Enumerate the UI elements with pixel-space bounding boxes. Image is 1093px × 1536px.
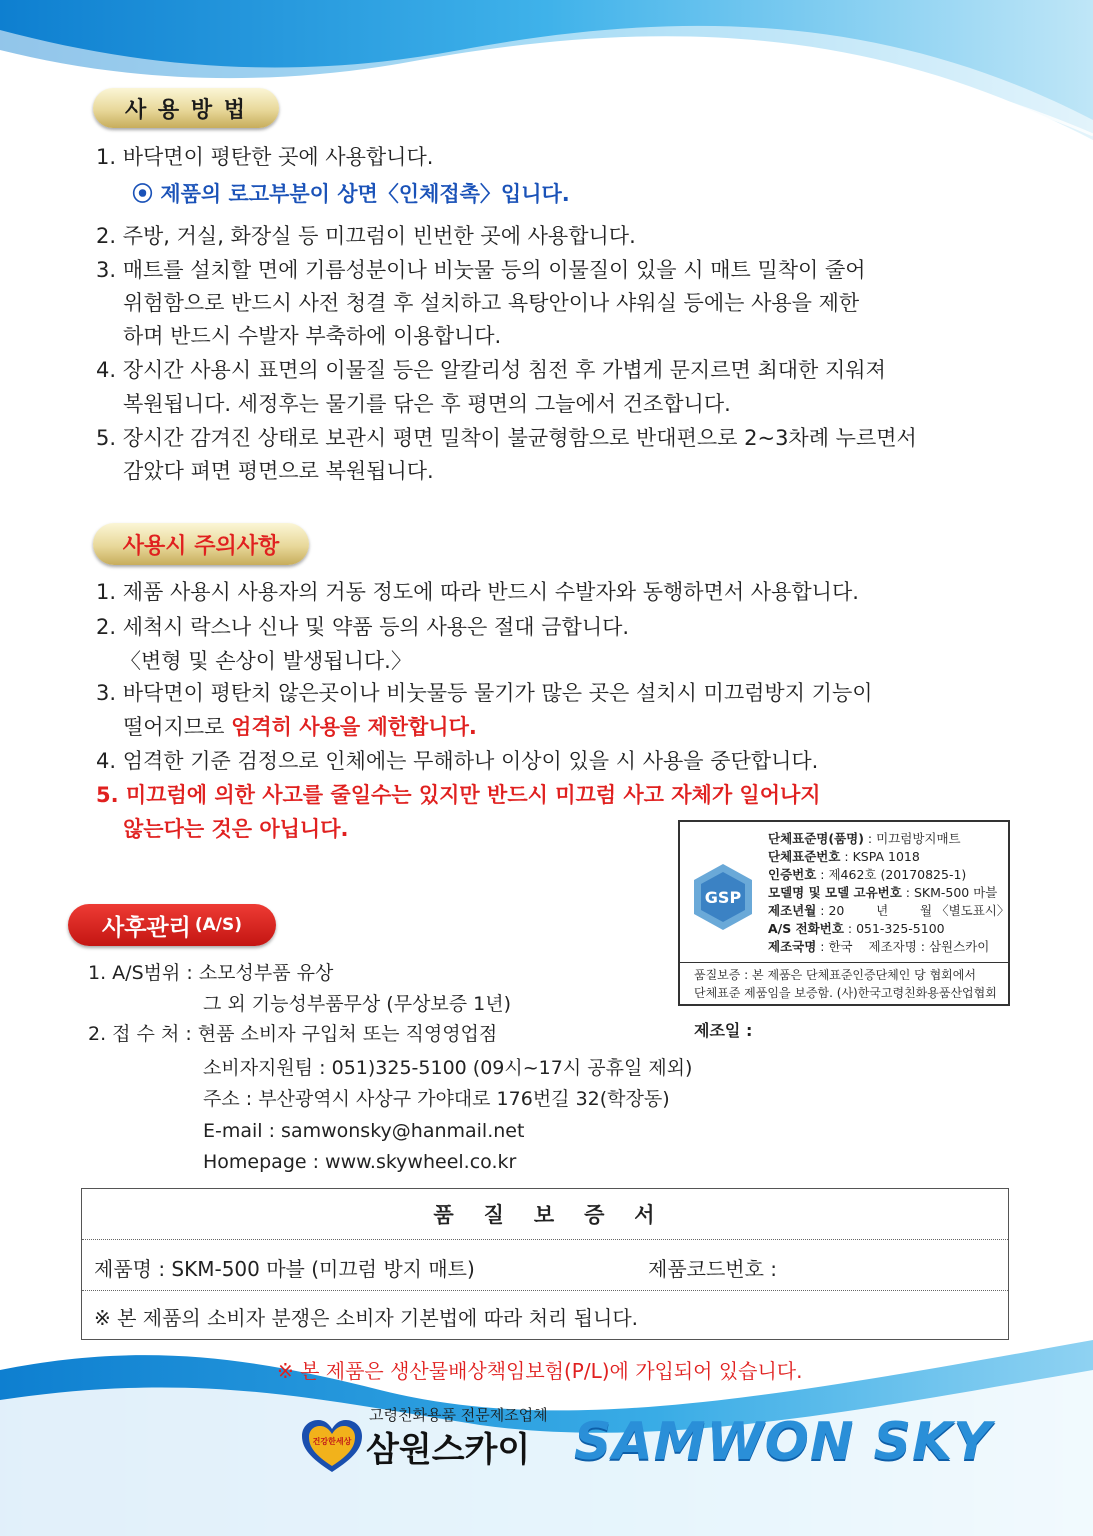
caution-item-3-line-2 [123,713,477,741]
as-line-2: 그 외 기능성부품무상 (무상보증 1년) [203,993,512,1015]
caution-item-2-line-1: 2. 세척시 락스나 신나 및 약품 등의 사용은 절대 금합니다. [96,615,630,639]
cert-label: 제조국명 [768,939,817,954]
cert-row-1 [768,830,961,848]
insurance-notice: ※ 본 제품은 생산물배상책임보험(P/L)에 가입되어 있습니다. [277,1359,803,1383]
usage-item-1: 1. 바닥면이 평탄한 곳에 사용합니다. [96,145,434,169]
as-line-3: 2. 접 수 처 : 현품 소비자 구입처 또는 직영영업점 [88,1023,498,1045]
usage-note [132,180,570,208]
caution-section-title [93,523,309,565]
usage-item-5-line-2: 감았다 펴면 평면으로 복원됩니다. [123,459,434,483]
emblem-text: 건강한세상 [312,1437,352,1446]
as-title-suffix: (A/S) [194,915,243,935]
cert-value: : 미끄럼방지매트 [863,831,961,846]
warranty-product-row [82,1240,1008,1291]
brand-tagline: 고령친화용품 전문제조업체 [369,1406,548,1424]
warranty-product-name: 제품명 : SKM-500 마블 (미끄럼 방지 매트) [94,1257,475,1281]
brand-name-kr: 삼원스카이 [366,1430,531,1470]
warranty-title: 품 질 보 증 서 [433,1203,657,1227]
caution-item-1: 1. 제품 사용시 사용자의 거동 정도에 따라 반드시 수발자와 동행하면서 사용합니다. [96,580,859,604]
usage-section-title [93,88,279,128]
usage-item-4-line-1: 4. 장시간 사용시 표면의 이물질 등은 알칼리성 침전 후 가볍게 문지르면 최대한 지워져 [96,358,886,382]
gsp-logo-text: GSP [704,888,742,907]
usage-title-text: 사 용 방 법 [125,97,247,123]
cert-value: : 한국 제조자명 : 삼원스카이 [816,939,990,954]
cert-row-4 [768,884,997,902]
usage-item-3-line-2: 위험함으로 반드시 사전 청결 후 설치하고 욕탕안이나 샤워실 등에는 사용을 제한 [123,291,860,315]
brand-emblem [300,1420,364,1474]
cert-label: 단체표준명(품명) [768,831,864,846]
caution-item-5-line-2: 않는다는 것은 아닙니다. [123,817,349,841]
usage-item-4-line-2: 복원됩니다. 세정후는 물기를 닦은 후 평면의 그늘에서 건조합니다. [123,392,731,416]
warranty-notice-row [82,1291,1008,1339]
warranty-title-row [82,1189,1008,1240]
brand-name-en: SAMWON SKY [574,1412,993,1472]
caution-item-3-text: 떨어지므로 [123,715,232,739]
usage-note-text: 제품의 로고부분이 상면〈인체접촉〉입니다. [160,182,570,206]
usage-item-3-line-3: 하며 반드시 수발자 부축하에 이용합니다. [123,324,502,348]
bullet-icon: ⦿ [132,182,153,206]
cert-row-5 [768,902,1009,920]
certification-box [678,820,1010,1006]
caution-item-4: 4. 엄격한 기준 검정으로 인체에는 무해하나 이상이 있을 시 사용을 중단합니다. [96,749,819,773]
caution-item-3-line-1: 3. 바닥면이 평탄치 않은곳이나 비눗물등 물기가 많은 곳은 설치시 미끄럼방지 기능이 [96,681,873,705]
manufacture-date-label: 제조일 : [694,1021,753,1040]
quality-warranty-table [81,1188,1009,1340]
cert-label: 단체표준번호 [768,849,841,864]
as-line-4: 소비자지원팀 : 051)325-5100 (09시~17시 공휴일 제외) [203,1057,693,1079]
caution-item-5-line-1: 5. 미끄럼에 의한 사고를 줄일수는 있지만 반드시 미끄럼 사고 자체가 일어나지 [96,783,821,807]
cert-row-3 [768,866,966,884]
cert-row-7 [768,938,989,956]
cert-row-2 [768,848,920,866]
as-line-7: Homepage : www.skywheel.co.kr [203,1151,517,1173]
cert-value: : SKM-500 마블 [901,885,998,900]
cert-guarantee-line-2: 단체표준 제품임을 보증함. (사)한국고령친화용품산업협회 [694,986,997,1000]
as-line-6: E-mail : samwonsky@hanmail.net [203,1120,525,1142]
gsp-logo [688,862,758,932]
caution-item-3-emphasis: 엄격히 사용을 제한합니다. [231,715,477,739]
cert-value: : 제462호 (20170825-1) [816,867,967,882]
cert-value: : KSPA 1018 [840,849,920,864]
as-title-text: 사후관리 [101,914,191,941]
cert-label: 인증번호 [768,867,817,882]
as-line-5: 주소 : 부산광역시 사상구 가야대로 176번길 32(학장동) [203,1088,670,1110]
as-section-title [68,904,276,946]
warranty-product-code: 제품코드번호 : [648,1257,778,1281]
cert-value: : 20 년 월 〈별도표시〉 [816,903,1010,918]
warranty-notice: ※ 본 제품의 소비자 분쟁은 소비자 기본법에 따라 처리 됩니다. [94,1306,639,1330]
caution-item-2-line-2: 〈변형 및 손상이 발생됩니다.〉 [120,649,412,673]
caution-title-text: 사용시 주의사항 [122,533,280,559]
usage-item-5-line-1: 5. 장시간 감겨진 상태로 보관시 평면 밀착이 불균형함으로 반대편으로 2~3차례 누르면서 [96,426,917,450]
cert-label: 모델명 및 모델 고유번호 [768,885,902,900]
cert-value: : 051-325-5100 [843,921,945,936]
usage-item-2: 2. 주방, 거실, 화장실 등 미끄럼이 빈번한 곳에 사용합니다. [96,224,636,248]
as-line-1: 1. A/S범위 : 소모성부품 유상 [88,962,334,984]
cert-label: A/S 전화번호 [768,921,844,936]
cert-divider [680,962,1008,963]
cert-row-6 [768,920,945,938]
cert-label: 제조년월 [768,903,817,918]
usage-item-3-line-1: 3. 매트를 설치할 면에 기름성분이나 비눗물 등의 이물질이 있을 시 매트 밀착이 줄어 [96,258,866,282]
cert-guarantee-line-1: 품질보증 : 본 제품은 단체표준인증단체인 당 협회에서 [694,968,976,982]
